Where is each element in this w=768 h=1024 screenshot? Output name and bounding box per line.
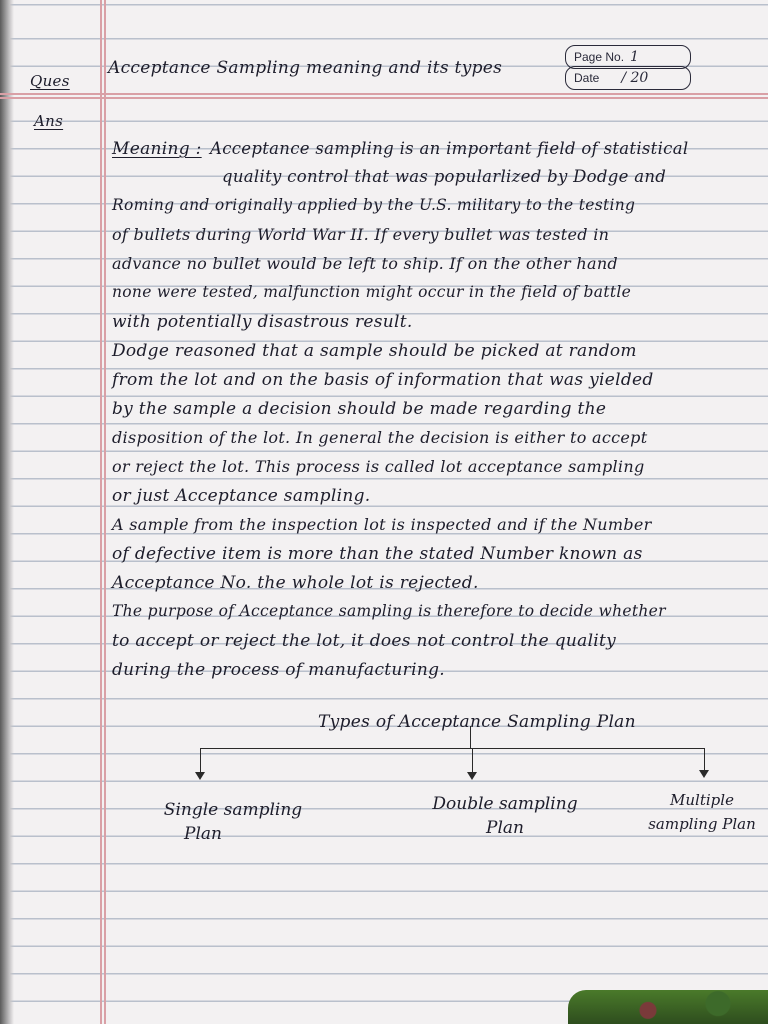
- tree-tick-right: [704, 748, 705, 756]
- text-line: of bullets during World War II. If every bullet was tested in: [112, 225, 610, 244]
- meaning-label: Meaning :: [112, 139, 202, 159]
- arrow-down-icon: [467, 772, 477, 780]
- type-single: [148, 798, 318, 846]
- text-line: Roming and originally applied by the U.S. military to the testing: [112, 196, 636, 214]
- text-line: of defective item is more than the stated Number known as: [112, 544, 643, 564]
- type-double-line2: Plan: [486, 818, 524, 838]
- header-rule: [0, 93, 768, 95]
- margin-line-right: [104, 0, 106, 1024]
- type-multiple-line1: Multiple: [670, 791, 734, 809]
- binding-shadow: [0, 0, 14, 1024]
- arrow-down-icon: [699, 770, 709, 778]
- text-line: Dodge reasoned that a sample should be picked at random: [112, 341, 637, 361]
- page-no-label: Page No.: [574, 50, 625, 64]
- text-line: A sample from the inspection lot is inspected and if the Number: [112, 515, 652, 534]
- text-line: Acceptance sampling is an important field of statistical: [210, 139, 689, 158]
- text-line: by the sample a decision should be made regarding the: [112, 399, 607, 419]
- text-line: during the process of manufacturing.: [112, 660, 445, 680]
- margin-line-left: [100, 0, 102, 1024]
- text-line: or just Acceptance sampling.: [112, 486, 371, 506]
- date-label: Date: [574, 71, 600, 85]
- answer-label: Ans: [34, 112, 64, 130]
- type-single-line1: Single sampling: [163, 800, 303, 820]
- text-line: to accept or reject the lot, it does not control the quality: [112, 631, 617, 651]
- text-line: with potentially disastrous result.: [112, 312, 413, 332]
- fabric-corner: [568, 990, 768, 1024]
- text-line: disposition of the lot. In general the decision is either to accept: [112, 428, 648, 447]
- tree-tick-left: [200, 748, 201, 756]
- types-heading: Types of Acceptance Sampling Plan: [318, 712, 636, 732]
- header-rule-2: [0, 97, 768, 99]
- question-label: Ques: [30, 72, 70, 90]
- type-single-line2: Plan: [184, 824, 222, 844]
- tree-branch-line: [200, 748, 705, 749]
- text-line: from the lot and on the basis of information that was yielded: [112, 370, 654, 390]
- date-box: [565, 66, 691, 90]
- type-multiple-line2: sampling Plan: [648, 815, 756, 833]
- text-line: none were tested, malfunction might occur in the field of battle: [112, 283, 632, 301]
- arrow-down-icon: [195, 772, 205, 780]
- type-multiple: [640, 788, 764, 836]
- text-line: The purpose of Acceptance sampling is therefore to decide whether: [112, 602, 666, 620]
- type-double: [425, 792, 585, 840]
- tree-stem: [470, 726, 471, 748]
- arrow-shaft-center: [472, 748, 473, 774]
- page-no-value: 1: [630, 49, 639, 65]
- type-double-line1: Double sampling: [432, 794, 578, 814]
- text-line: advance no bullet would be left to ship. If on the other hand: [112, 254, 618, 273]
- date-value: / 20: [621, 70, 649, 86]
- page-title: Acceptance Sampling meaning and its types: [108, 58, 503, 78]
- text-line: or reject the lot. This process is called lot acceptance sampling: [112, 457, 645, 476]
- text-line: quality control that was popularlized by Dodge and: [222, 167, 667, 186]
- text-line: Acceptance No. the whole lot is rejected.: [112, 573, 479, 593]
